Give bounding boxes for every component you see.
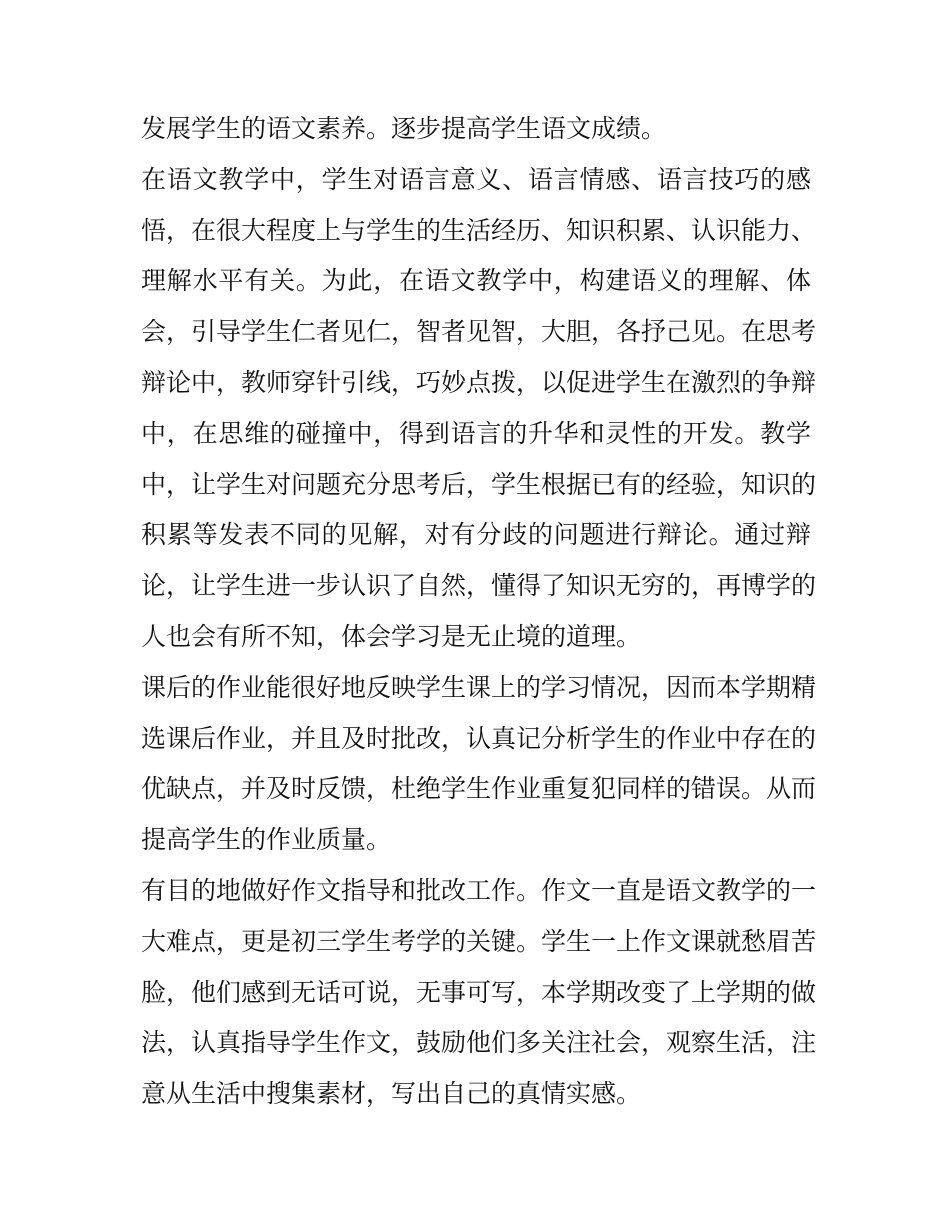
text-line: 优缺点，并及时反馈，杜绝学生作业重复犯同样的错误。从而 (141, 774, 817, 804)
text-line: 理解水平有关。为此，在语文教学中，构建语义的理解、体 (141, 266, 811, 296)
text-line: 发展学生的语文素养。逐步提高学生语文成绩。 (141, 114, 667, 143)
text-line: 悟，在很大程度上与学生的生活经历、知识积累、认识能力、 (141, 215, 817, 245)
text-line: 法，认真指导学生作文，鼓励他们多关注社会，观察生活，注 (141, 1028, 817, 1058)
text-line: 人也会有所不知，体会学习是无止境的道理。 (141, 621, 642, 651)
text-line: 论，让学生进一步认识了自然，懂得了知识无穷的，再博学的 (141, 571, 817, 601)
text-line: 大难点，更是初三学生考学的关键。学生一上作文课就愁眉苦 (141, 926, 817, 956)
text-line: 提高学生的作业质量。 (141, 825, 392, 855)
text-line: 脸，他们感到无话可说，无事可写，本学期改变了上学期的做 (141, 977, 817, 1007)
text-line: 辩论中，教师穿针引线，巧妙点拨，以促进学生在激烈的争辩 (141, 367, 817, 397)
text-line: 选课后作业，并且及时批改，认真记分析学生的作业中存在的 (141, 723, 817, 753)
text-line: 在语文教学中，学生对语言意义、语言情感、语言技巧的感 (141, 164, 811, 194)
text-line: 积累等发表不同的见解，对有分歧的问题进行辩论。通过辩 (141, 520, 811, 550)
text-line: 有目的地做好作文指导和批改工作。作文一直是语文教学的一 (141, 875, 817, 905)
body-text (141, 104, 821, 1120)
text-line: 中，在思维的碰撞中，得到语言的升华和灵性的开发。教学 (141, 418, 811, 448)
text-line: 会，引导学生仁者见仁，智者见智，大胆，各抒己见。在思考 (141, 317, 817, 347)
text-line: 中，让学生对问题充分思考后，学生根据已有的经验，知识的 (141, 469, 817, 499)
text-line: 课后的作业能很好地反映学生课上的学习情况，因而本学期精 (141, 672, 817, 702)
text-line: 意从生活中搜集素材，写出自己的真情实感。 (141, 1079, 642, 1109)
